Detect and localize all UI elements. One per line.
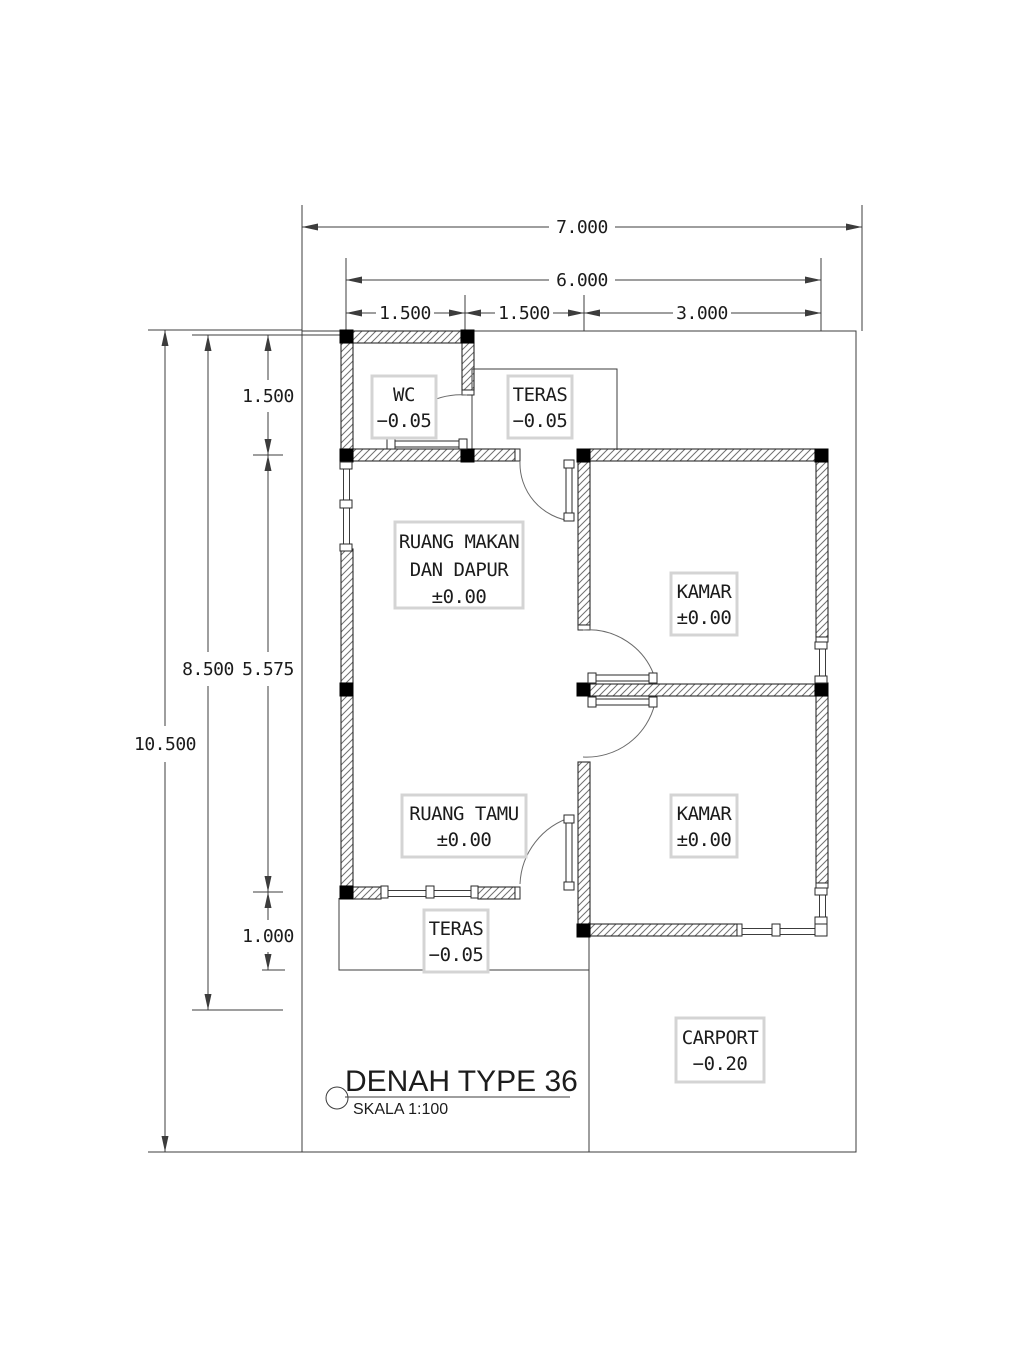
dim-top-seg-1: 1.500 [379, 303, 431, 324]
window-east-kamar-bottom [815, 888, 827, 924]
window-west-kitchen [340, 462, 352, 551]
room-name-kamar-bottom: KAMAR [676, 803, 732, 825]
dim-building-width: 6.000 [556, 270, 608, 291]
floor-outlines [339, 369, 617, 1152]
room-label-ruang-tamu [402, 795, 526, 857]
room-level-teras-bottom: −0.05 [428, 944, 484, 966]
room-label-wc [372, 376, 436, 438]
dim-left-main: 5.575 [242, 659, 294, 680]
dim-total-width: 7.000 [556, 217, 608, 238]
door-ruang-tamu [520, 815, 574, 890]
room-level-carport: −0.20 [692, 1053, 748, 1075]
drawing-scale: SKALA 1:100 [353, 1101, 449, 1118]
room-name-carport: CARPORT [681, 1027, 759, 1049]
room-label-kamar-bottom [671, 795, 737, 857]
room-name-teras-top: TERAS [512, 384, 568, 406]
room-level-ruang-makan: ±0.00 [431, 586, 487, 608]
room-label-carport [676, 1018, 764, 1082]
room-name-ruang-makan-1: RUANG MAKAN [398, 531, 520, 553]
dim-top-seg-3: 3.000 [676, 303, 728, 324]
dimension-left [134, 330, 340, 1152]
window-south-kamar-bottom [742, 924, 827, 936]
room-label-teras-bottom [424, 910, 488, 972]
room-name-ruang-tamu: RUANG TAMU [409, 803, 519, 825]
dim-left-teras: 1.000 [242, 926, 294, 947]
room-level-wc: −0.05 [376, 410, 432, 432]
dim-top-seg-2: 1.500 [498, 303, 550, 324]
drawing-title: DENAH TYPE 36 [345, 1065, 578, 1098]
room-label-kamar-top [671, 573, 737, 635]
room-label-ruang-makan [395, 522, 523, 608]
title-block [326, 1065, 578, 1118]
door-kamar-top [583, 630, 657, 683]
room-name-wc: WC [393, 384, 415, 406]
dimension-top [302, 205, 862, 331]
room-level-kamar-top: ±0.00 [676, 607, 732, 629]
window-east-kamar-top [815, 642, 827, 683]
door-kamar-bottom [583, 697, 657, 757]
room-name-ruang-makan-2: DAN DAPUR [409, 559, 509, 581]
dim-left-wc: 1.500 [242, 386, 294, 407]
window-south-ruang-tamu [381, 886, 478, 898]
door-entry-ruang-makan [520, 460, 574, 521]
room-level-ruang-tamu: ±0.00 [436, 829, 492, 851]
room-level-teras-top: −0.05 [512, 410, 568, 432]
room-label-teras-top [508, 376, 572, 438]
room-level-kamar-bottom: ±0.00 [676, 829, 732, 851]
dim-total-height: 10.500 [133, 734, 197, 755]
dim-building-height: 8.500 [182, 659, 234, 680]
room-name-kamar-top: KAMAR [676, 581, 732, 603]
room-name-teras-bottom: TERAS [428, 918, 484, 940]
